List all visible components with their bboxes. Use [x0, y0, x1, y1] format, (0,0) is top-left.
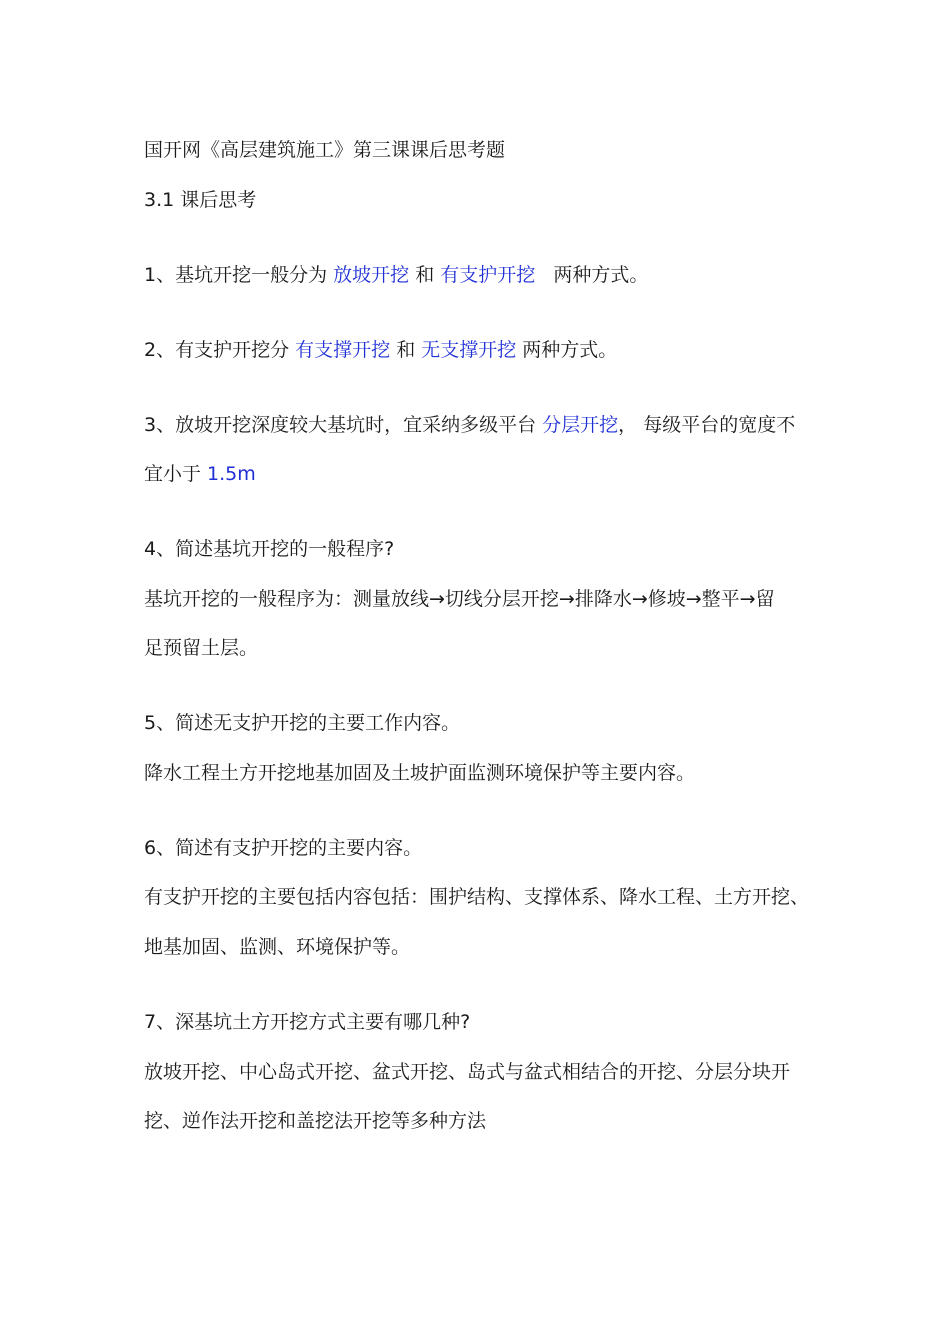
- question-3: [144, 412, 824, 438]
- q2-answer-1: 有支撑开挖: [295, 339, 391, 361]
- q3-answer-1: 分层开挖: [542, 414, 619, 436]
- q3-answer-2: 1.5m: [207, 463, 256, 485]
- question-1: [144, 262, 824, 288]
- question-4: 4、简述基坑开挖的一般程序?: [144, 538, 395, 560]
- q1-prefix: 1、基坑开挖一般分为: [144, 264, 334, 286]
- q3-suffix: ， 每级平台的宽度不: [618, 414, 796, 436]
- question-3-continued: [144, 461, 824, 487]
- answer-7-line-2: 挖、逆作法开挖和盖挖法开挖等多种方法: [144, 1110, 487, 1132]
- answer-6-line-1: 有支护开挖的主要包括内容包括：围护结构、支撑体系、降水工程、土方开挖、: [144, 886, 810, 908]
- question-5: 5、简述无支护开挖的主要工作内容。: [144, 712, 461, 734]
- answer-5-line-1: 降水工程土方开挖地基加固及土坡护面监测环境保护等主要内容。: [144, 762, 696, 784]
- q1-mid: 和: [409, 264, 441, 286]
- answer-7-line-1: 放坡开挖、中心岛式开挖、盆式开挖、岛式与盆式相结合的开挖、分层分块开: [144, 1061, 791, 1083]
- q2-suffix: 两种方式。: [516, 339, 618, 361]
- q2-answer-2: 无支撑开挖: [421, 339, 517, 361]
- q3-prefix: 3、放坡开挖深度较大基坑时，宜采纳多级平台: [144, 414, 543, 436]
- question-2: [144, 337, 824, 363]
- answer-4-line-2: 足预留土层。: [144, 637, 259, 659]
- question-7: 7、深基坑土方开挖方式主要有哪几种?: [144, 1011, 471, 1033]
- q1-answer-1: 放坡开挖: [333, 264, 410, 286]
- document-title: 国开网《高层建筑施工》第三课课后思考题: [144, 139, 506, 161]
- q1-answer-2: 有支护开挖: [440, 264, 536, 286]
- answer-4-line-1: 基坑开挖的一般程序为：测量放线→切线分层开挖→排降水→修坡→整平→留: [144, 588, 775, 610]
- q2-mid: 和: [390, 339, 422, 361]
- answer-6-line-2: 地基加固、监测、环境保护等。: [144, 936, 411, 958]
- q2-prefix: 2、有支护开挖分: [144, 339, 296, 361]
- question-6: 6、简述有支护开挖的主要内容。: [144, 837, 423, 859]
- q3-line2-prefix: 宜小于: [144, 463, 208, 485]
- section-heading: 3.1 课后思考: [144, 189, 257, 211]
- q1-suffix: 两种方式。: [535, 264, 649, 286]
